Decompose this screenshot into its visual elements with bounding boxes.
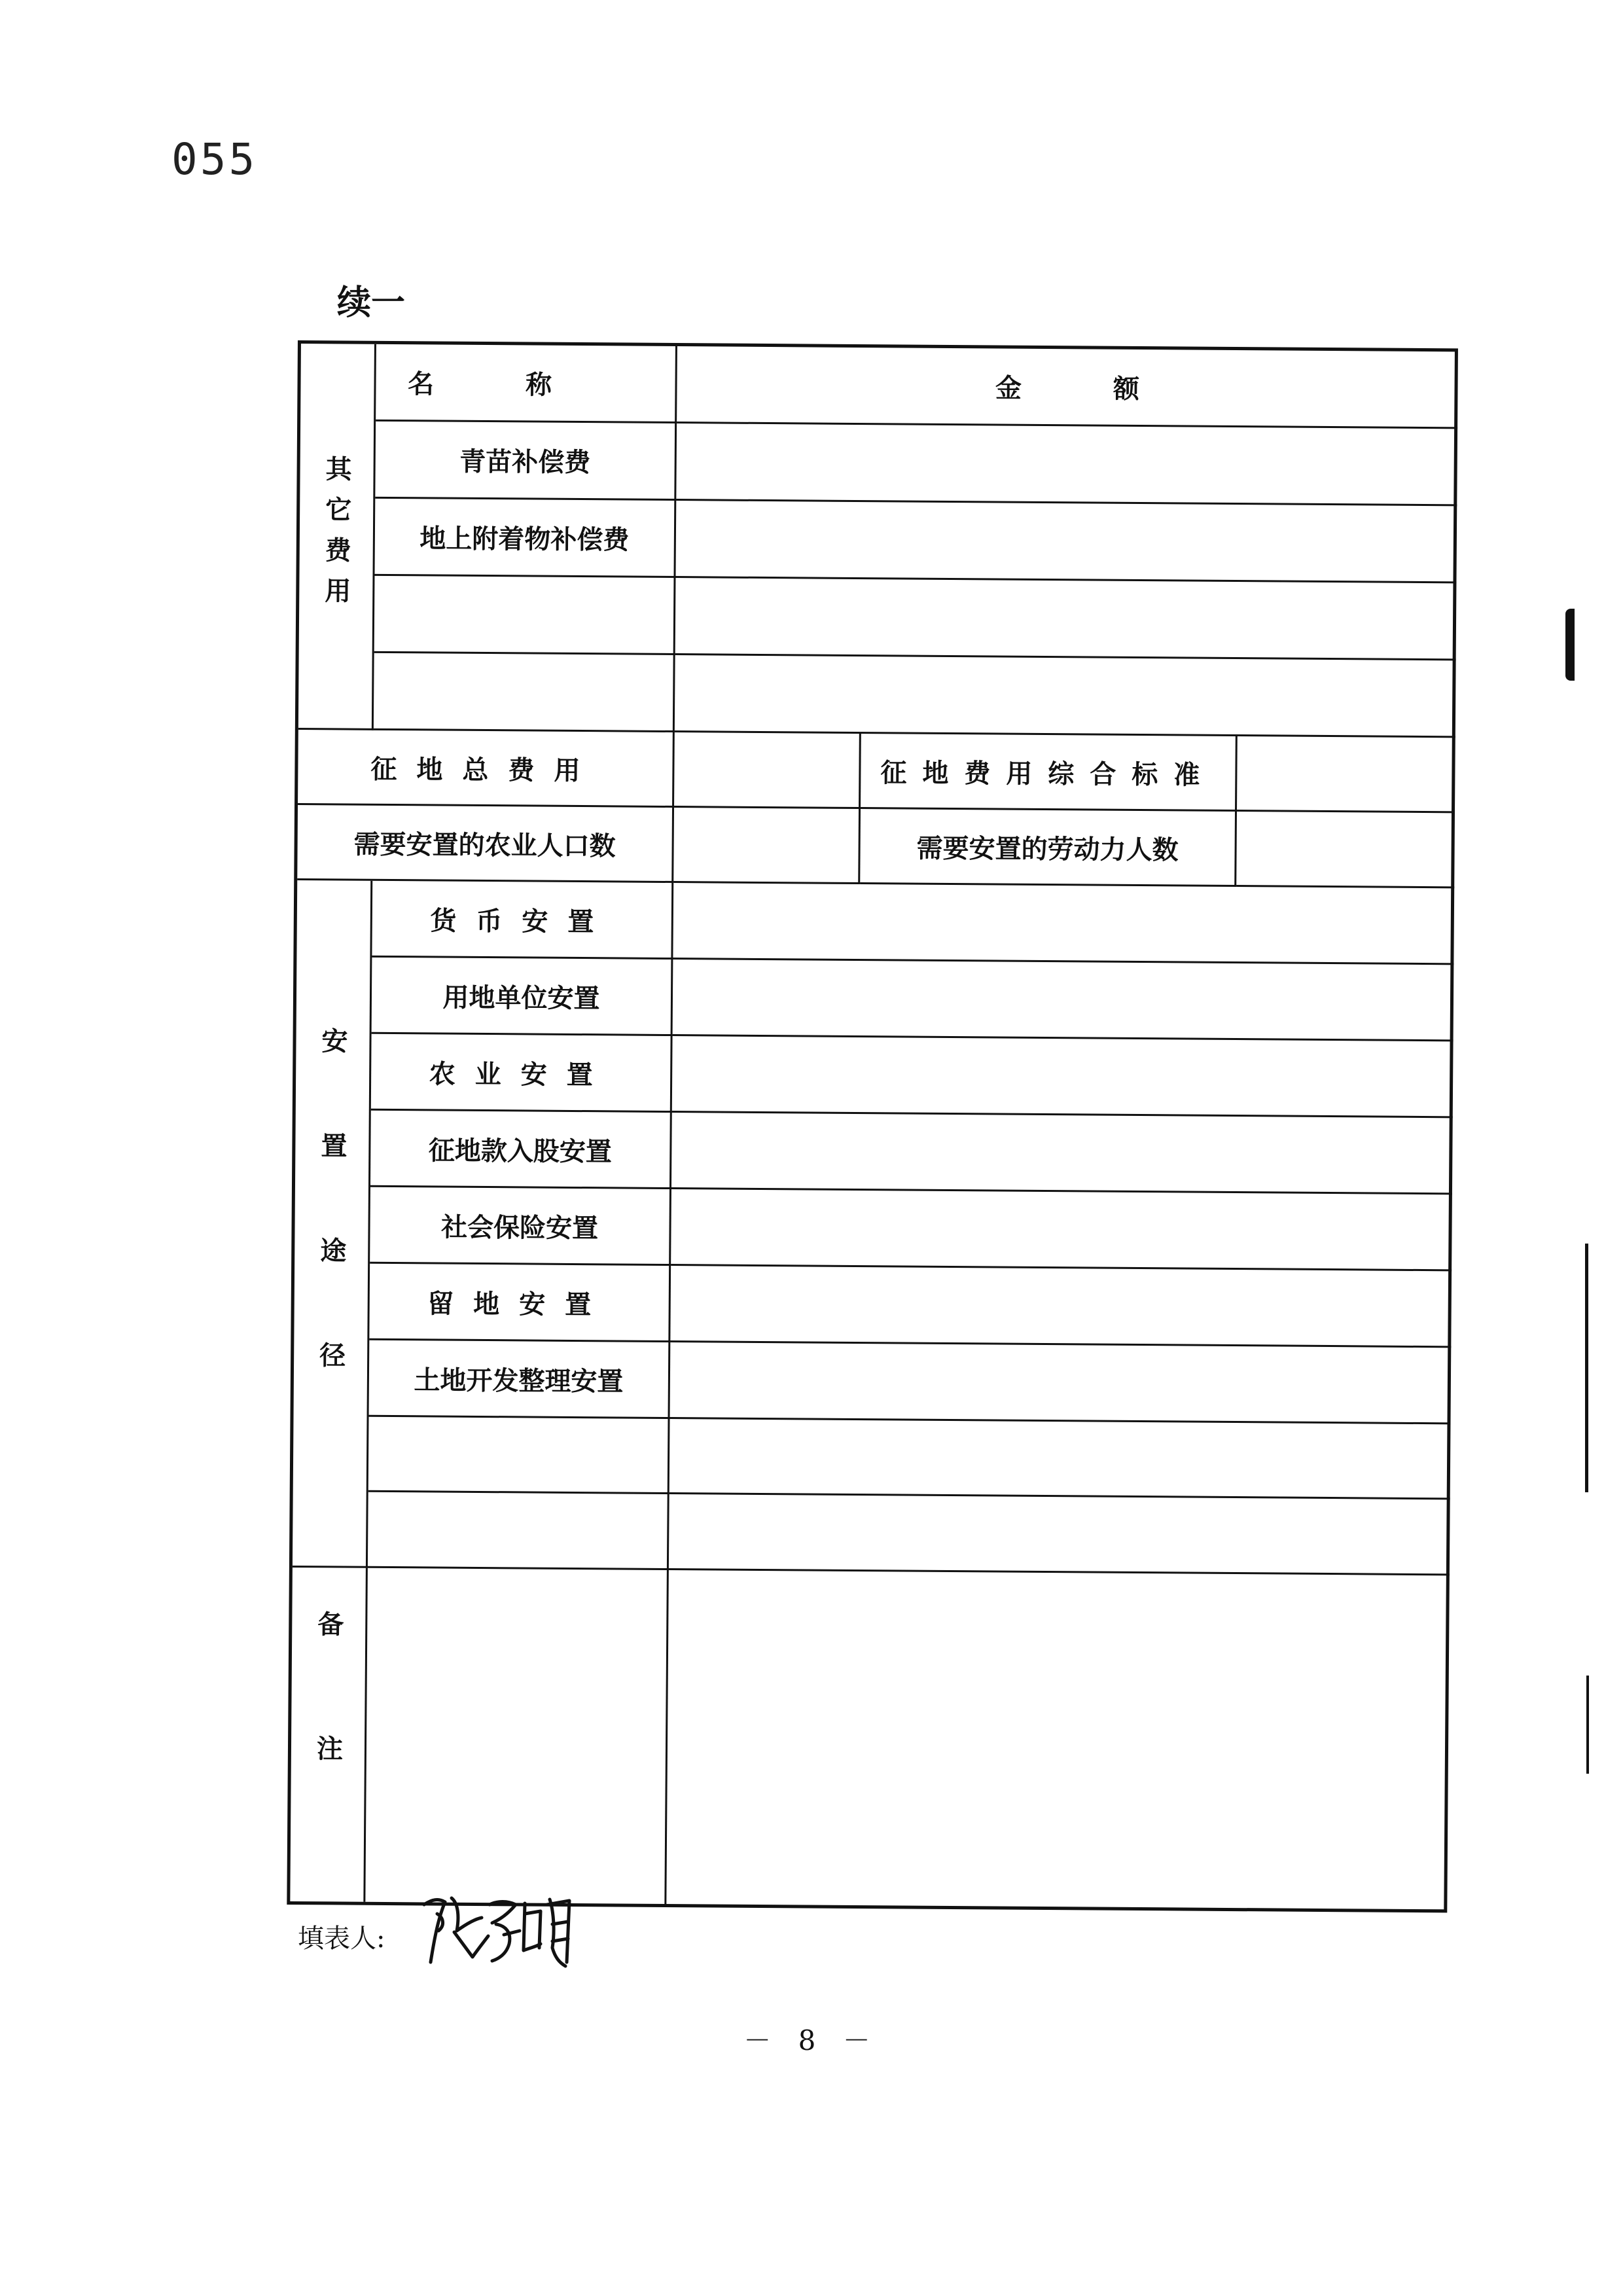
labor-value[interactable] bbox=[1236, 812, 1455, 888]
archive-number: 055 bbox=[171, 134, 258, 185]
resettlement-name-cell: 货币安置 bbox=[372, 881, 673, 960]
resettlement-name-cell[interactable] bbox=[368, 1492, 669, 1570]
resettlement-value-cell[interactable] bbox=[669, 1419, 1451, 1499]
fee-name-cell: 地上附着物补偿费 bbox=[374, 499, 676, 578]
scan-edge-line bbox=[1586, 1676, 1589, 1774]
resettlement-value-cell[interactable] bbox=[673, 883, 1454, 965]
fee-amount-cell[interactable] bbox=[675, 578, 1457, 660]
remarks-left-cell[interactable] bbox=[365, 1568, 669, 1904]
resettlement-value-cell[interactable] bbox=[670, 1266, 1452, 1348]
total-fee-label: 征地总费用 bbox=[298, 730, 675, 808]
fee-amount-cell[interactable] bbox=[676, 423, 1457, 506]
population-value[interactable] bbox=[673, 808, 861, 884]
population-label: 需要安置的农业人口数 bbox=[297, 805, 674, 883]
resettlement-value-cell[interactable] bbox=[672, 1036, 1454, 1118]
resettlement-name-cell: 征地款入股安置 bbox=[370, 1111, 672, 1189]
resettlement-value-cell[interactable] bbox=[673, 960, 1454, 1041]
land-acquisition-form-table bbox=[287, 340, 1458, 1912]
column-header-name: 名称 bbox=[376, 344, 677, 423]
standard-value[interactable] bbox=[1237, 736, 1455, 813]
column-header-amount: 金额 bbox=[677, 346, 1458, 429]
fee-name-cell: 青苗补偿费 bbox=[375, 422, 677, 501]
standard-label: 征地费用综合标准 bbox=[861, 734, 1238, 812]
resettlement-name-cell: 留地安置 bbox=[369, 1264, 671, 1342]
fee-name-cell[interactable] bbox=[374, 653, 675, 732]
resettlement-name-cell: 土地开发整理安置 bbox=[369, 1340, 671, 1419]
section-other-fees: 其它费用 bbox=[298, 344, 376, 730]
fee-name-cell[interactable] bbox=[374, 576, 676, 655]
remarks-right-cell[interactable] bbox=[666, 1570, 1450, 1909]
handwritten-signature bbox=[419, 1885, 576, 1970]
labor-label: 需要安置的劳动力人数 bbox=[860, 809, 1237, 887]
section-remarks: 备注 bbox=[290, 1568, 368, 1902]
resettlement-value-cell[interactable] bbox=[670, 1342, 1452, 1424]
resettlement-name-cell: 农业安置 bbox=[371, 1034, 673, 1113]
resettlement-name-cell: 社会保险安置 bbox=[370, 1187, 671, 1266]
resettlement-value-cell[interactable] bbox=[671, 1113, 1453, 1194]
scan-edge-mark bbox=[1565, 609, 1575, 681]
fee-amount-cell[interactable] bbox=[675, 501, 1457, 583]
continuation-label: 续一 bbox=[337, 283, 406, 323]
resettlement-name-cell[interactable] bbox=[368, 1417, 670, 1494]
filler-label: 填表人: bbox=[298, 1924, 385, 1954]
total-fee-value[interactable] bbox=[674, 732, 861, 809]
section-resettlement: 安置途径 bbox=[293, 880, 372, 1568]
fee-amount-cell[interactable] bbox=[675, 655, 1456, 738]
page-footer-number: － 8 － bbox=[743, 2024, 880, 2056]
resettlement-name-cell: 用地单位安置 bbox=[372, 958, 673, 1036]
resettlement-value-cell[interactable] bbox=[671, 1189, 1452, 1271]
scan-edge-line bbox=[1585, 1244, 1588, 1492]
resettlement-value-cell[interactable] bbox=[669, 1494, 1450, 1575]
